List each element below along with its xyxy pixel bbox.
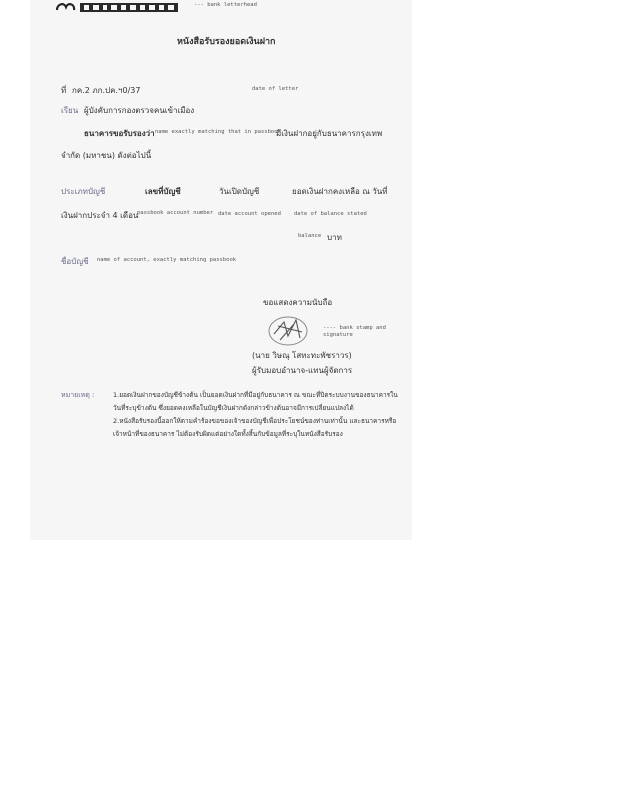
ref-number: กค.2 ภก.ปค.ฯ0/37 — [72, 86, 141, 95]
remarks-line-2: วันที่ระบุข้างต้น ซึ่งยอดคงเหลือในบัญชีเงินฝากดังกล่าวข้างต้นอาจมีการเปลี่ยนแปลงได้ — [113, 404, 354, 412]
addressee-name: ผู้บังคับการกองตรวจคนเข้าเมือง — [84, 106, 195, 115]
header-account-type: ประเภทบัญชี — [61, 187, 106, 196]
header-account-number: เลขที่บัญชี — [145, 187, 181, 196]
stamp-note-line2: signature — [323, 332, 353, 338]
account-name-label: ชื่อบัญชี — [61, 257, 89, 266]
signatory-position: ผู้รับมอบอำนาจ-แทนผู้จัดการ — [252, 366, 353, 375]
certify-line2: จำกัด (มหาชน) ดังต่อไปนี้ — [61, 151, 152, 160]
remarks-line-3: 2.หนังสือรับรองนี้ออกให้ตามคำร้องขอของเจ้าของบัญชีเพื่อประโยชน์ของท่านเท่านั้น และธนาคารหรือ — [113, 417, 397, 425]
bank-logo-graphic — [56, 0, 182, 14]
bank-logo — [56, 0, 182, 14]
header-balance-date: ยอดเงินฝากคงเหลือ ณ วันที่ — [292, 187, 388, 196]
currency-label: บาท — [327, 233, 342, 242]
date-opened-note: date account opened — [218, 211, 281, 217]
balance-date-note: date of balance stated — [294, 211, 367, 217]
remarks-line-4: เจ้าหน้าที่ของธนาคาร ไม่ต้องรับผิดแต่อย่างใดทั้งสิ้นกับข้อมูลที่ระบุในหนังสือรับรอง — [113, 430, 343, 438]
bank-stamp-signature — [266, 314, 310, 352]
header-date-opened: วันเปิดบัญชี — [219, 187, 260, 196]
remarks-label: หมายเหตุ : — [61, 391, 95, 399]
letterhead-note: --- bank letterhead — [194, 2, 257, 8]
balance-note: balance — [298, 233, 322, 239]
addressee-label: เรียน — [61, 106, 79, 115]
account-number-note: passbook account number — [137, 210, 214, 216]
account-holder-name-note: name exactly matching that in passbook — [155, 129, 281, 135]
remarks-line-1: 1.ยอดเงินฝากของบัญชีข้างต้น เป็นยอดเงินฝากที่มีอยู่กับธนาคาร ณ ขณะที่ปิดระบบงานของธนาคารใน — [113, 391, 398, 399]
certify-suffix: มีเงินฝากอยู่กับธนาคารกรุงเทพ — [276, 129, 383, 138]
page-shade — [30, 0, 412, 540]
letter-title: หนังสือรับรองยอดเงินฝาก — [177, 37, 276, 47]
account-name-note: name of account, exactly matching passbook — [97, 257, 237, 263]
signatory-name: (นาย วิษณุ โสทะทะพัชราวร) — [252, 351, 352, 360]
stamp-note-line1: ---- bank stamp and — [323, 325, 386, 331]
row-account-type: เงินฝากประจำ 4 เดือน — [61, 211, 139, 220]
closing-text: ขอแสดงความนับถือ — [263, 298, 333, 307]
certify-prefix: ธนาคารขอรับรองว่า — [84, 129, 155, 138]
date-of-letter-note: date of letter — [252, 86, 299, 92]
ref-label: ที่ — [61, 86, 67, 95]
